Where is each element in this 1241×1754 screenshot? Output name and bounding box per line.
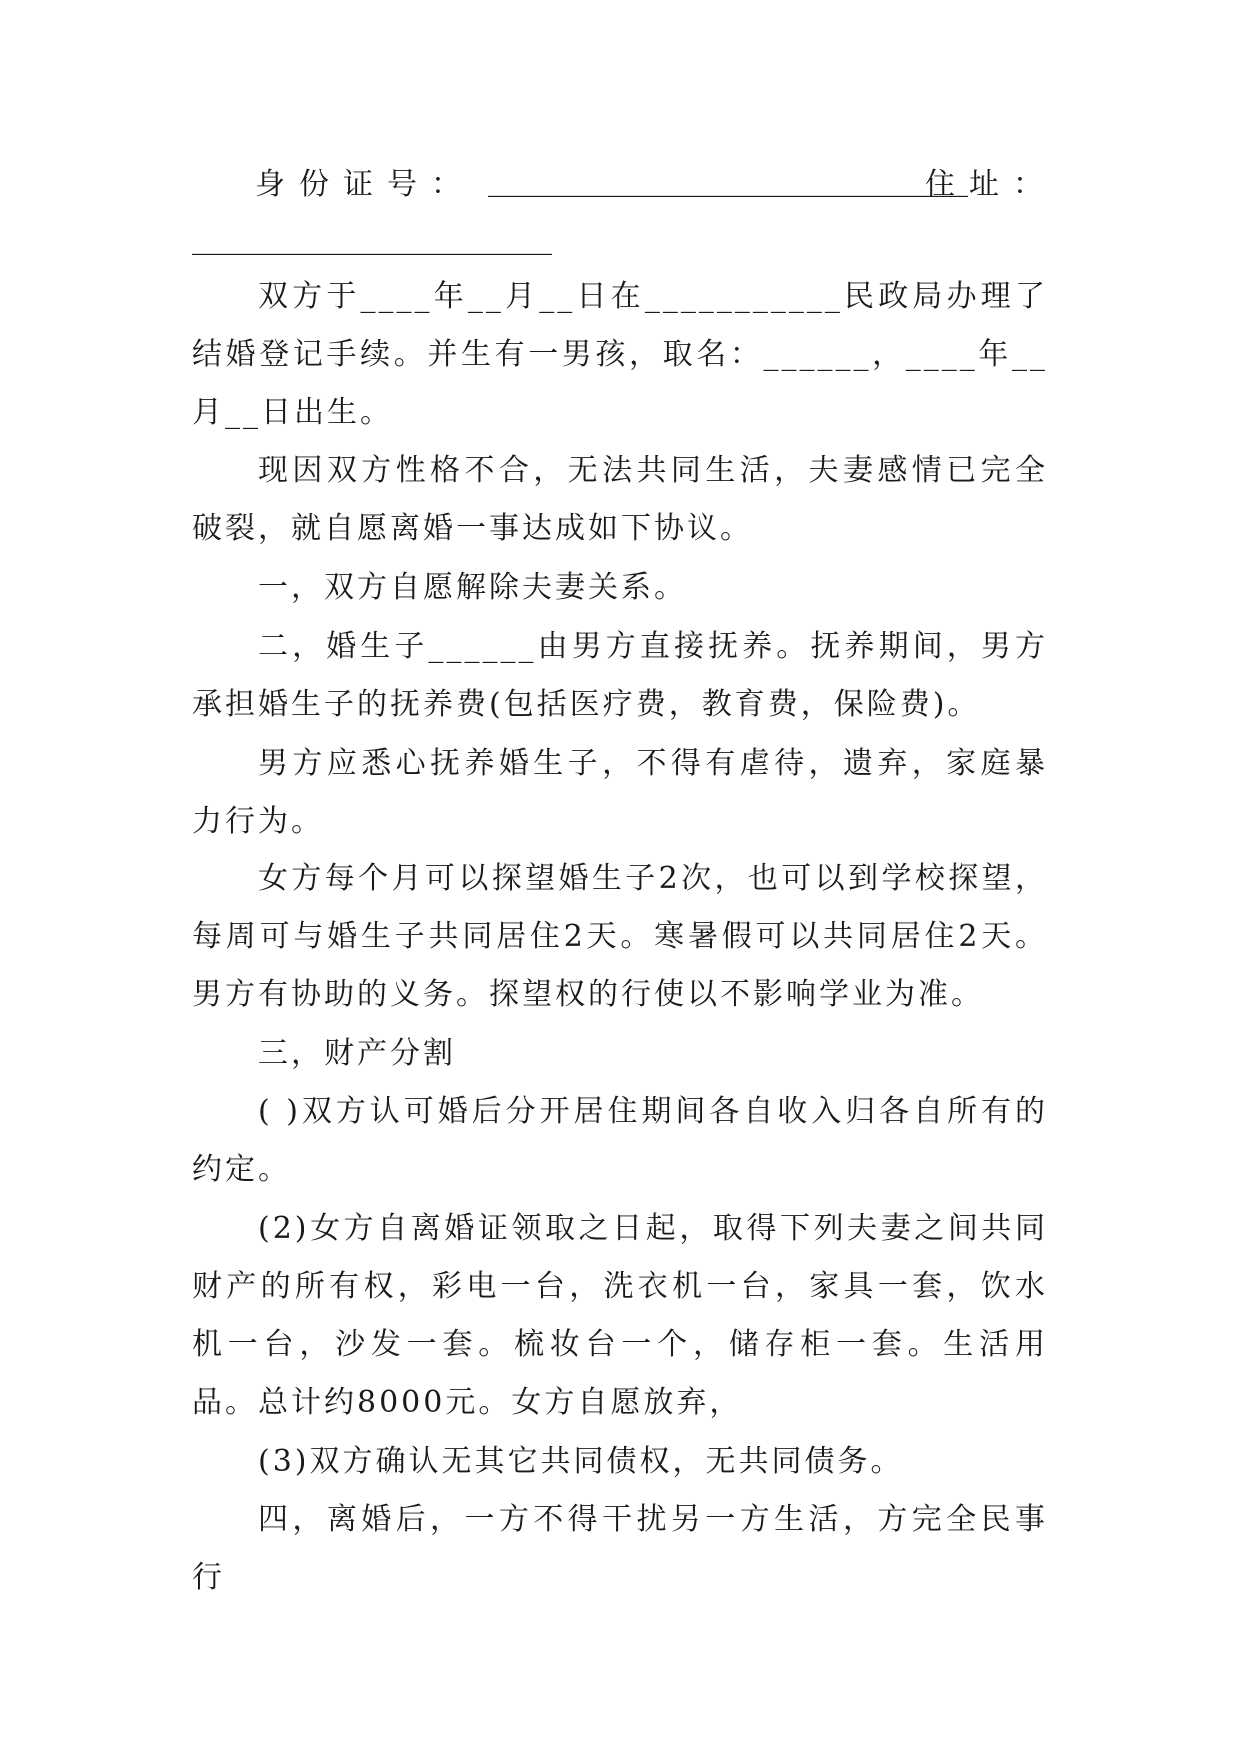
paragraph-visitation: 女方每个月可以探望婚生子2次，也可以到学校探望，每周可与婚生子共同居住2天。寒暑假可以共同居住2天。男方有协助的义务。探望权的行使以不影响学业为准。 — [192, 861, 1048, 1012]
paragraph-clause-4: 四，离婚后，一方不得干扰另一方生活，方完全民事行 — [192, 1502, 1048, 1595]
id-number-label: 身份证号： — [255, 167, 475, 202]
paragraph-child-care: 男方应悉心抚养婚生子，不得有虐待，遗弃，家庭暴力行为。 — [192, 746, 1048, 839]
address-blank: ________________________ — [192, 221, 552, 256]
id-number-blank: ________________________________ — [488, 163, 968, 198]
paragraph-property-3: (3)双方确认无其它共同债权，无共同债务。 — [258, 1444, 904, 1479]
paragraph-clause-3-heading: 三，财产分割 — [258, 1036, 456, 1071]
paragraph-clause-1: 一，双方自愿解除夫妻关系。 — [258, 570, 687, 605]
paragraph-property-1: ( )双方认可婚后分开居住期间各自收入归各自所有的约定。 — [192, 1094, 1048, 1187]
paragraph-clause-2: 二，婚生子______由男方直接抚养。抚养期间，男方承担婚生子的抚养费(包括医疗费，教育费，保险费)。 — [192, 629, 1048, 722]
paragraph-reason: 现因双方性格不合，无法共同生活，夫妻感情已完全破裂，就自愿离婚一事达成如下协议。 — [192, 453, 1048, 546]
paragraph-marriage-registration: 双方于____年__月__日在___________民政局办理了结婚登记手续。并生有一男孩，取名：______，____年__月__日出生。 — [192, 279, 1048, 430]
paragraph-property-2: (2)女方自离婚证领取之日起，取得下列夫妻之间共同财产的所有权，彩电一台，洗衣机一台，家具一套，饮水机一台，沙发一套。梳妆台一个，储存柜一套。生活用品。总计约8000元。女方自愿放弃， — [192, 1211, 1048, 1420]
address-label: 住址： — [925, 167, 1057, 202]
